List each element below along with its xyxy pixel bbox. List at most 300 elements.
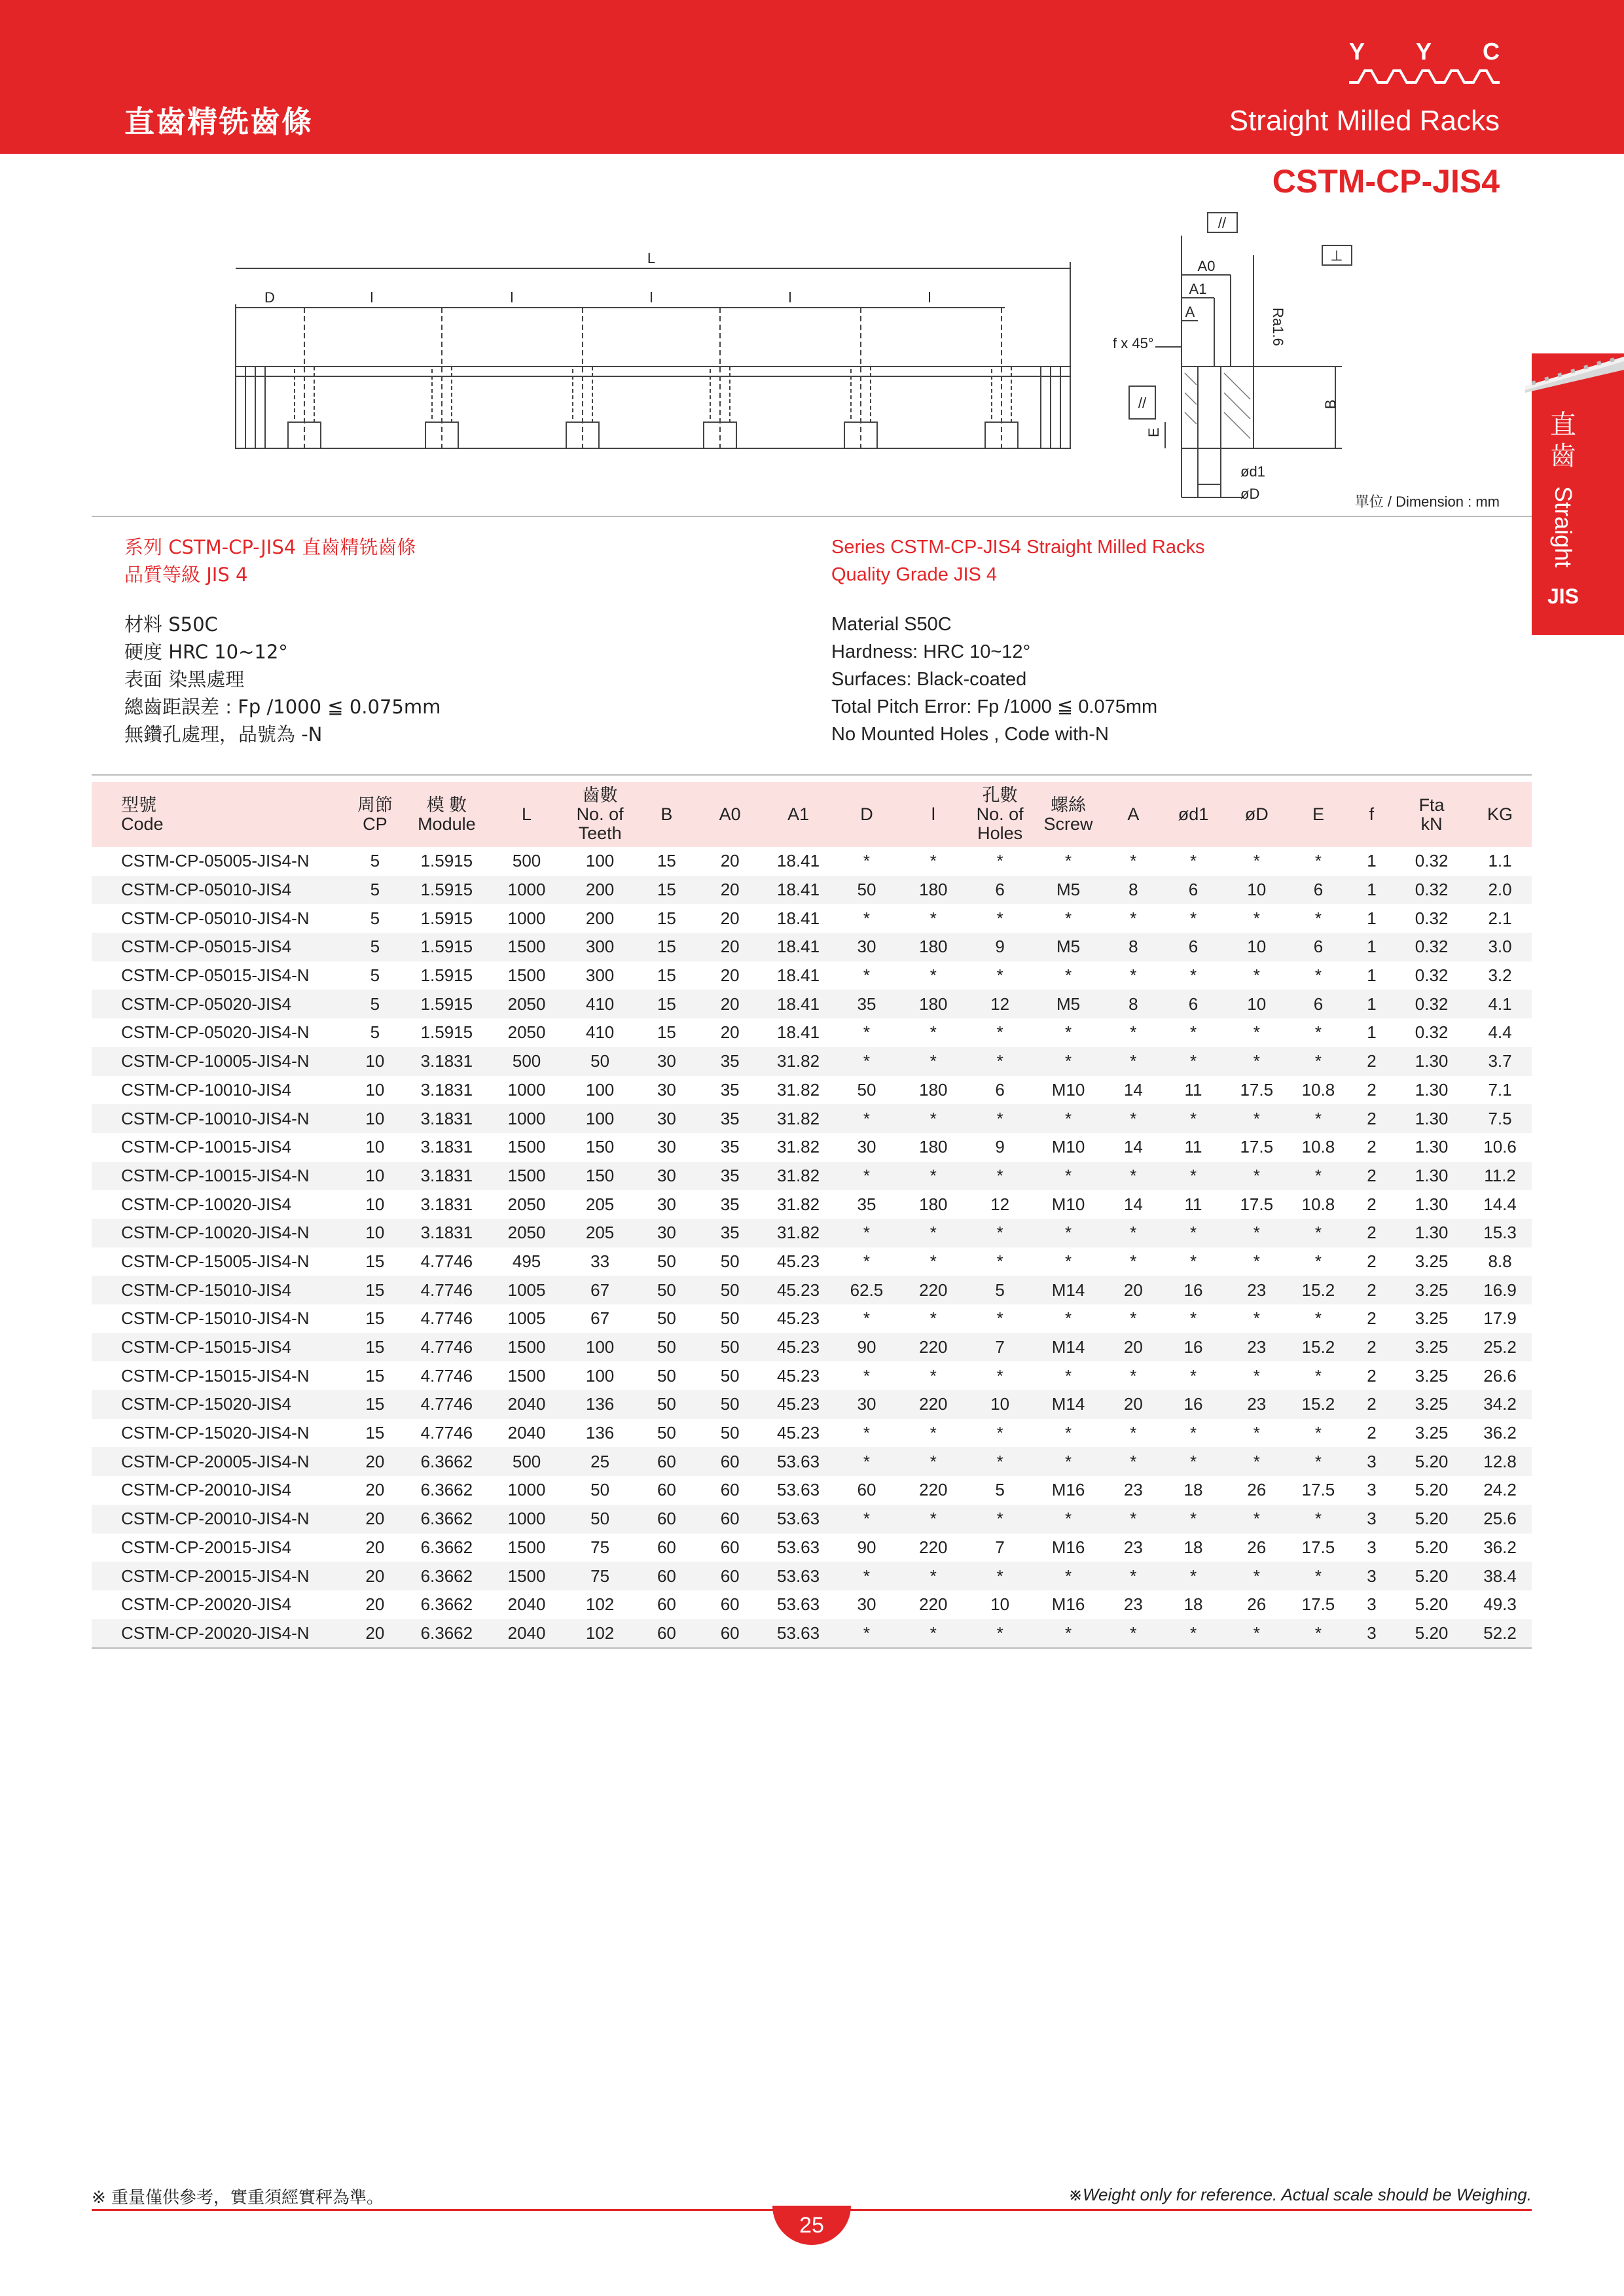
spec-line: 表面 染黑處理 (124, 668, 245, 691)
table-cell: 220 (919, 1594, 948, 1615)
specs-cn (124, 611, 441, 748)
side-tab-jis: JIS (1547, 584, 1579, 608)
table-cell: 8 (1105, 876, 1162, 905)
table-cell: 23 (1123, 1480, 1143, 1500)
table-cell: 1.30 (1395, 1162, 1468, 1191)
table-cell: * (1253, 851, 1260, 871)
table-cell: 10 (990, 1594, 1010, 1615)
table-cell: 1000 (488, 876, 565, 905)
table-cell: M14 (1032, 1390, 1105, 1419)
table-cell: 10.8 (1301, 1194, 1335, 1214)
column-header-cn: 螺絲 (1051, 795, 1087, 815)
table-cell: M16 (1051, 1537, 1085, 1557)
column-header-en: ød1 (1178, 804, 1209, 824)
table-cell: 11.2 (1468, 1162, 1532, 1191)
table-cell: 49.3 (1483, 1594, 1517, 1615)
table-cell: 1500 (507, 1137, 546, 1157)
product-code-cell: CSTM-CP-05010-JIS4 (92, 876, 345, 905)
product-code-cell: CSTM-CP-10010-JIS4 (121, 1079, 292, 1100)
table-cell: 1 (1348, 990, 1395, 1018)
table-cell: 17.5 (1301, 1480, 1335, 1500)
table-cell: 15 (635, 990, 698, 1018)
dimension-note: 單位 / Dimension : mm (1354, 493, 1500, 510)
table-cell: * (1032, 1162, 1105, 1191)
table-cell: 5 (995, 1480, 1005, 1500)
table-cell: 53.63 (762, 1619, 835, 1649)
column-header-en: CP (363, 814, 388, 834)
table-cell: 20 (345, 1619, 405, 1649)
table-cell: M16 (1051, 1480, 1085, 1500)
table-cell: 31.82 (777, 1079, 820, 1100)
table-cell: 6.3662 (420, 1537, 473, 1557)
table-cell: 11 (1184, 1137, 1202, 1157)
table-cell: 10.8 (1301, 1079, 1335, 1100)
table-cell: 10.8 (1301, 1137, 1335, 1157)
table-cell: 500 (512, 851, 541, 871)
table-cell: * (1225, 1219, 1288, 1247)
table-cell: * (1105, 1505, 1162, 1534)
table-cell: * (1314, 1365, 1322, 1386)
table-cell: M10 (1051, 1079, 1085, 1100)
table-cell: 30 (835, 933, 899, 961)
table-cell: * (968, 1447, 1032, 1476)
table-cell: 4.7746 (420, 1251, 473, 1271)
table-cell: 1000 (488, 1104, 565, 1133)
dim-l-label: l (928, 289, 931, 306)
table-cell: * (996, 1251, 1003, 1271)
table-cell: * (898, 1047, 968, 1076)
table-cell: 20 (698, 933, 762, 961)
table-cell: 1.5915 (420, 851, 473, 871)
column-header-en: Module (418, 814, 476, 834)
table-cell: 2.1 (1488, 908, 1512, 928)
table-cell: 60 (698, 1505, 762, 1534)
table-cell: * (1032, 1447, 1105, 1476)
table-cell: 4.7746 (420, 1308, 473, 1329)
series-line: Quality Grade JIS 4 (831, 564, 998, 585)
product-code-cell: CSTM-CP-10015-JIS4-N (92, 1162, 345, 1191)
table-cell: 5 (345, 876, 405, 905)
table-cell: 60 (657, 1537, 676, 1557)
table-cell: 200 (565, 876, 635, 905)
column-header (565, 782, 635, 847)
table-cell: 3.25 (1415, 1308, 1449, 1329)
table-cell: * (1105, 1447, 1162, 1476)
table-cell: 1.30 (1415, 1079, 1449, 1100)
table-cell: 15 (345, 1276, 405, 1304)
table-cell: * (929, 1251, 937, 1271)
table-cell: 4.7746 (420, 1365, 473, 1386)
table-cell: 5.20 (1415, 1537, 1449, 1557)
table-cell: * (1105, 1562, 1162, 1590)
table-cell: 0.32 (1415, 1022, 1449, 1043)
table-cell: 23 (1225, 1390, 1288, 1419)
table-cell: 15.2 (1288, 1333, 1348, 1362)
table-cell: 1500 (488, 1562, 565, 1590)
table-cell: 3 (1367, 1594, 1377, 1615)
table-cell: 35 (720, 1194, 740, 1214)
table-cell: * (1032, 1104, 1105, 1133)
table-cell: 15 (635, 876, 698, 905)
product-code-cell: CSTM-CP-20015-JIS4-N (92, 1562, 345, 1590)
table-cell: 0.32 (1395, 876, 1468, 905)
table-cell: * (1064, 1365, 1072, 1386)
table-cell: 15 (365, 1308, 385, 1329)
table-cell: 5 (968, 1276, 1032, 1304)
dim-l-label: l (649, 289, 653, 306)
table-cell: 25 (565, 1447, 635, 1476)
table-cell: 60 (657, 1480, 676, 1500)
table-cell: 2 (1348, 1390, 1395, 1419)
table-row (92, 1276, 1532, 1304)
column-header-en: kN (1420, 814, 1443, 834)
table-cell: 50 (657, 1308, 676, 1329)
table-cell: 60 (720, 1537, 740, 1557)
column-header-cn: 孔數 (982, 785, 1018, 805)
perpendicularity-symbol: ⊥ (1330, 247, 1343, 264)
table-cell: 35 (857, 1194, 876, 1214)
table-cell: * (1130, 1022, 1137, 1043)
spec-table (92, 782, 1532, 1649)
table-cell: 24.2 (1483, 1480, 1517, 1500)
table-cell: * (1130, 965, 1137, 986)
table-cell: 30 (635, 1104, 698, 1133)
table-row (92, 1361, 1532, 1390)
dim-A1-label: A1 (1189, 281, 1207, 297)
table-row (92, 1619, 1532, 1649)
table-cell: 53.63 (762, 1505, 835, 1534)
column-header (1288, 782, 1348, 847)
table-cell: * (863, 1251, 871, 1271)
table-cell: 35 (835, 990, 899, 1018)
table-cell: 15 (657, 908, 676, 928)
series-line: Series CSTM-CP-JIS4 Straight Milled Racks (831, 537, 1205, 558)
table-cell: 90 (857, 1537, 876, 1557)
table-cell: * (1130, 851, 1137, 871)
table-cell: 26 (1247, 1480, 1267, 1500)
column-header-cn: 模 數 (426, 795, 467, 815)
table-cell: 1.1 (1488, 851, 1512, 871)
table-cell: 8 (1105, 990, 1162, 1018)
table-cell: 1.30 (1395, 1047, 1468, 1076)
table-cell: 1.5915 (420, 965, 473, 986)
table-cell: * (1032, 1047, 1105, 1076)
table-row (92, 1447, 1532, 1476)
table-cell: * (1314, 1308, 1322, 1329)
table-cell: 2 (1367, 1079, 1377, 1100)
table-cell: * (1189, 965, 1197, 986)
table-cell: * (1105, 1219, 1162, 1247)
table-cell: * (835, 1447, 899, 1476)
column-header (762, 782, 835, 847)
table-cell: 18.41 (777, 965, 820, 986)
table-cell: 30 (657, 1137, 676, 1157)
table-cell: 53.63 (777, 1480, 820, 1500)
table-cell: 6 (1288, 876, 1348, 905)
table-cell: 7 (995, 1537, 1005, 1557)
table-cell: 5 (345, 933, 405, 961)
dim-L-label: L (647, 250, 656, 266)
table-cell: 16.9 (1468, 1276, 1532, 1304)
table-cell: 2 (1367, 1251, 1377, 1271)
spec-line: No Mounted Holes , Code with-N (831, 724, 1109, 745)
table-row (92, 961, 1532, 990)
table-cell: 11 (1184, 1194, 1202, 1214)
product-code-cell: CSTM-CP-10015-JIS4 (121, 1137, 292, 1157)
table-cell: * (1225, 1162, 1288, 1191)
table-cell: 31.82 (777, 1137, 820, 1157)
table-cell: 18.41 (762, 876, 835, 905)
product-code-cell: CSTM-CP-20020-JIS4-N (92, 1619, 345, 1649)
table-cell: 2040 (507, 1594, 546, 1615)
column-header (345, 782, 405, 847)
table-cell: 12.8 (1468, 1447, 1532, 1476)
table-cell: 3.25 (1395, 1390, 1468, 1419)
table-cell: 23 (1225, 1276, 1288, 1304)
table-cell: 5 (370, 1022, 380, 1043)
page-title-en: Straight Milled Racks (1229, 105, 1500, 137)
table-cell: 35 (698, 1047, 762, 1076)
table-cell: 2 (1348, 1276, 1395, 1304)
table-cell: 23 (1225, 1333, 1288, 1362)
table-row (92, 1076, 1532, 1105)
column-header (1032, 782, 1105, 847)
table-cell: * (1225, 1505, 1288, 1534)
table-cell: 18.41 (777, 1022, 820, 1043)
table-cell: 1.5915 (405, 933, 488, 961)
column-header-cn: 周節 (357, 795, 393, 815)
table-cell: 67 (565, 1276, 635, 1304)
table-cell: 6 (1162, 990, 1225, 1018)
product-code-cell: CSTM-CP-20010-JIS4-N (92, 1505, 345, 1534)
table-cell: 2 (1367, 1194, 1377, 1214)
product-code-cell: CSTM-CP-15015-JIS4-N (121, 1365, 310, 1386)
table-cell: 18 (1183, 1594, 1203, 1615)
table-cell: 2 (1348, 1219, 1395, 1247)
table-cell: 60 (657, 1594, 676, 1615)
table-cell: * (1064, 965, 1072, 986)
table-cell: 6 (1288, 933, 1348, 961)
table-cell: 15 (657, 851, 676, 871)
table-cell: 18.41 (777, 908, 820, 928)
table-cell: * (1253, 965, 1260, 986)
table-cell: 53.63 (762, 1447, 835, 1476)
table-cell: * (835, 1619, 899, 1649)
table-cell: * (1130, 1308, 1137, 1329)
table-cell: 60 (698, 1619, 762, 1649)
table-cell: M10 (1051, 1137, 1085, 1157)
table-cell: * (1064, 908, 1072, 928)
table-cell: 10 (1225, 876, 1288, 905)
table-cell: 50 (720, 1365, 740, 1386)
column-header-en: E (1312, 804, 1324, 824)
table-cell: 2 (1367, 1308, 1377, 1329)
table-row (92, 876, 1532, 905)
table-cell: 1.5915 (405, 876, 488, 905)
table-cell: 1.30 (1415, 1194, 1449, 1214)
table-cell: 3.2 (1488, 965, 1512, 986)
table-cell: 50 (698, 1390, 762, 1419)
table-cell: 45.23 (777, 1423, 820, 1443)
table-cell: * (898, 1219, 968, 1247)
table-cell: 25.2 (1468, 1333, 1532, 1362)
rack-icon (1525, 353, 1624, 393)
column-header-en: L (522, 804, 532, 824)
table-cell: 20 (345, 1505, 405, 1534)
column-header (1162, 782, 1225, 847)
column-header (405, 782, 488, 847)
table-cell: 180 (919, 1137, 948, 1157)
table-cell: 30 (657, 1194, 676, 1214)
table-cell: 15 (345, 1390, 405, 1419)
table-cell: * (1162, 1447, 1225, 1476)
table-cell: 6.3662 (405, 1562, 488, 1590)
table-cell: 10 (345, 1219, 405, 1247)
table-cell: 300 (585, 965, 615, 986)
series-line: 品質等級 JIS 4 (124, 564, 248, 586)
table-cell: 2.0 (1468, 876, 1532, 905)
table-cell: * (1189, 1251, 1197, 1271)
model-code: CSTM-CP-JIS4 (1272, 163, 1500, 200)
table-cell: 17.5 (1301, 1594, 1335, 1615)
table-cell: 1005 (507, 1308, 546, 1329)
column-header-en: A1 (787, 804, 810, 824)
table-cell: 18 (1183, 1537, 1203, 1557)
page-title-cn: 直齒精铣齒條 (124, 104, 313, 139)
side-char: 直 (1550, 410, 1576, 440)
table-body (92, 847, 1532, 1648)
table-cell: * (929, 908, 937, 928)
table-cell: 0.32 (1395, 933, 1468, 961)
table-cell: 18.41 (777, 851, 820, 871)
table-cell: M14 (1032, 1333, 1105, 1362)
table-cell: * (1162, 1047, 1225, 1076)
dim-l-label: l (510, 289, 514, 306)
table-cell: 2040 (488, 1619, 565, 1649)
table-cell: 6 (1162, 933, 1225, 961)
table-row (92, 1247, 1532, 1276)
spec-line: Material S50C (831, 614, 952, 635)
table-cell: 100 (585, 851, 615, 871)
table-cell: 1.30 (1395, 1219, 1468, 1247)
table-cell: * (1032, 1219, 1105, 1247)
table-cell: * (1189, 1423, 1197, 1443)
series-cn (124, 533, 416, 588)
table-cell: 220 (898, 1390, 968, 1419)
table-cell: 26 (1247, 1537, 1267, 1557)
column-header-en: D (860, 804, 873, 824)
table-cell: 3.1831 (405, 1162, 488, 1191)
table-cell: 20 (365, 1537, 385, 1557)
table-row (92, 990, 1532, 1018)
table-cell: 50 (698, 1333, 762, 1362)
product-code-cell: CSTM-CP-10005-JIS4-N (92, 1047, 345, 1076)
table-cell: 15 (365, 1423, 385, 1443)
parallelism-symbol: // (1218, 215, 1227, 231)
table-cell: 30 (635, 1162, 698, 1191)
table-cell: 1500 (507, 1365, 546, 1386)
table-cell: 15 (345, 1333, 405, 1362)
table-cell: * (929, 1022, 937, 1043)
table-cell: * (968, 1619, 1032, 1649)
table-cell: * (1253, 1365, 1260, 1386)
table-cell: 220 (919, 1480, 948, 1500)
table-cell: 1.5915 (420, 908, 473, 928)
table-cell: 17.5 (1240, 1194, 1274, 1214)
product-code-cell: CSTM-CP-05015-JIS4-N (121, 965, 310, 986)
product-code-cell: CSTM-CP-15010-JIS4 (92, 1276, 345, 1304)
table-cell: 6.3662 (405, 1619, 488, 1649)
table-cell: 45.23 (777, 1251, 820, 1271)
brand-letter: Y (1416, 38, 1432, 65)
table-cell: 15.2 (1288, 1390, 1348, 1419)
divider (92, 774, 1532, 776)
column-header-en: f (1369, 804, 1375, 824)
column-header (92, 782, 345, 847)
product-code-cell: CSTM-CP-10020-JIS4-N (92, 1219, 345, 1247)
table-cell: 16 (1162, 1333, 1225, 1362)
table-cell: 16 (1162, 1390, 1225, 1419)
column-header-en: Screw (1043, 814, 1093, 834)
table-row (92, 1219, 1532, 1247)
table-cell: * (1288, 1162, 1348, 1191)
table-cell: 5.20 (1415, 1594, 1449, 1615)
table-cell: 100 (565, 1333, 635, 1362)
table-cell: 15.2 (1288, 1276, 1348, 1304)
table-cell: 3.1831 (420, 1137, 473, 1157)
table-cell: * (1162, 1562, 1225, 1590)
product-code-cell: CSTM-CP-20010-JIS4 (121, 1480, 292, 1500)
table-cell: 10 (968, 1390, 1032, 1419)
table-cell: 2050 (488, 1219, 565, 1247)
table-cell: 53.63 (777, 1594, 820, 1615)
table-cell: 7.5 (1468, 1104, 1532, 1133)
table-cell: 35 (698, 1162, 762, 1191)
table-cell: 410 (585, 1022, 615, 1043)
table-cell: 3.1831 (420, 1079, 473, 1100)
table-cell: * (1253, 1022, 1260, 1043)
table-cell: 9 (995, 1137, 1005, 1157)
table-cell: * (1130, 908, 1137, 928)
table-cell: * (996, 1308, 1003, 1329)
column-header-cn: 齒數 (582, 785, 618, 805)
table-cell: 4.1 (1468, 990, 1532, 1018)
product-code-cell: CSTM-CP-20015-JIS4 (121, 1537, 292, 1557)
table-cell: * (1130, 1423, 1137, 1443)
table-cell: 2 (1367, 1365, 1377, 1386)
table-cell: 8.8 (1488, 1251, 1512, 1271)
table-cell: 1.30 (1395, 1104, 1468, 1133)
product-code-cell: CSTM-CP-15010-JIS4-N (121, 1308, 310, 1329)
table-cell: 3.25 (1395, 1276, 1468, 1304)
table-cell: 12 (990, 1194, 1010, 1214)
table-cell: 200 (585, 908, 615, 928)
footer-note-cn: ※ 重量僅供參考，實重須經實秤為準。 (92, 2188, 384, 2208)
page-number: 25 (772, 2206, 851, 2245)
table-cell: 1000 (507, 1079, 546, 1100)
table-cell: 50 (720, 1251, 740, 1271)
table-cell: 35 (720, 1079, 740, 1100)
table-cell: * (968, 1505, 1032, 1534)
table-cell: 180 (898, 990, 968, 1018)
table-cell: 2 (1348, 1333, 1395, 1362)
table-cell: 18.41 (762, 933, 835, 961)
table-cell: 60 (698, 1447, 762, 1476)
table-cell: * (1288, 1104, 1348, 1133)
column-header (488, 782, 565, 847)
table-cell: 14 (1123, 1079, 1143, 1100)
table-cell: 102 (565, 1619, 635, 1649)
